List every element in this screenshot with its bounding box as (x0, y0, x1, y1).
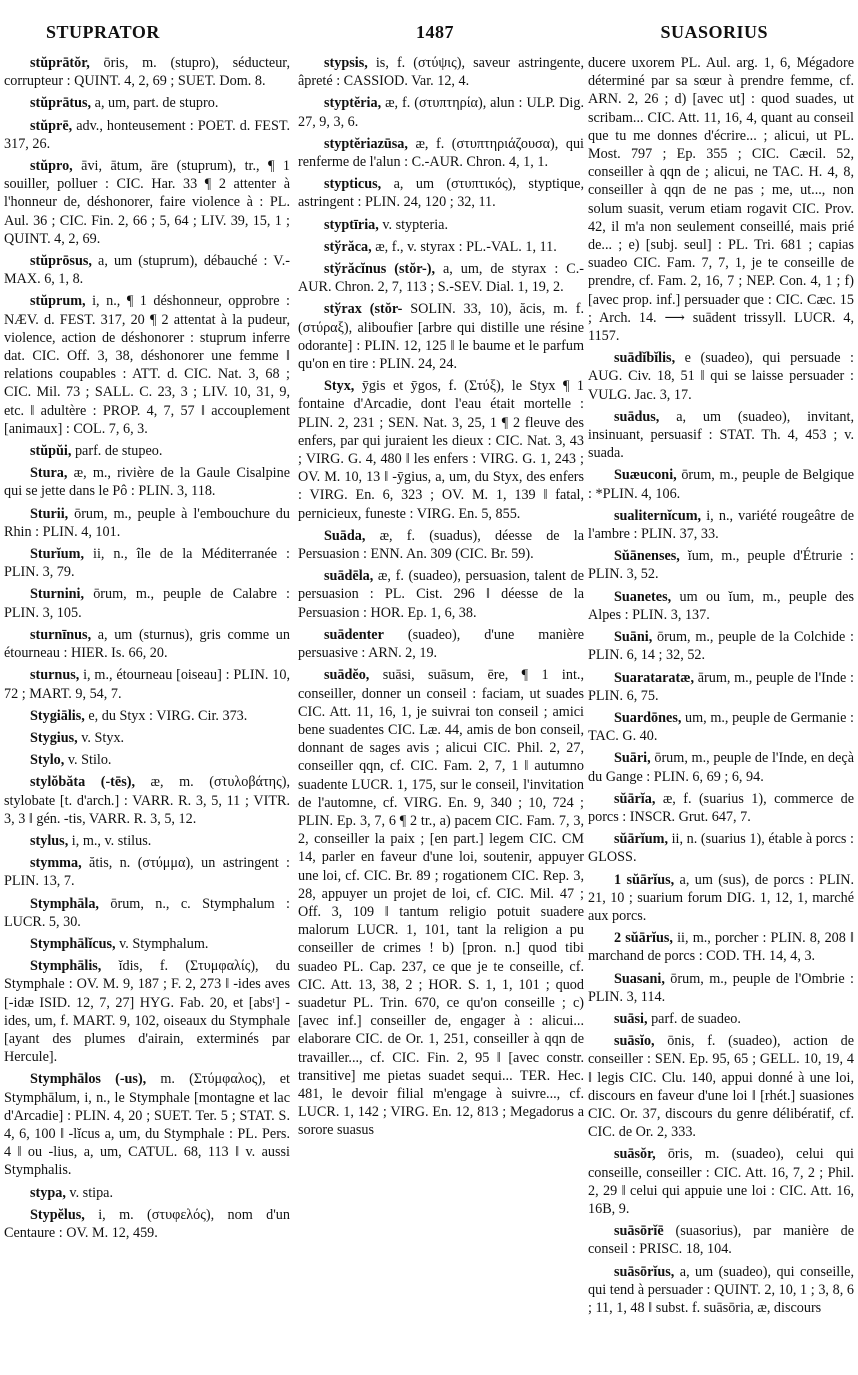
headword: Stymphālos (-us), (30, 1071, 147, 1088)
dictionary-entry (0, 895, 290, 931)
dictionary-entry (0, 252, 290, 288)
entry-text: um, m., peuple de Germanie : TAC. G. 40. (588, 709, 854, 745)
entry-text: i, m. (στυφελός), nom d'un Centaure : OV. M. 12, 459. (4, 1206, 290, 1241)
dictionary-entry (0, 832, 290, 850)
headword: Styx, (324, 378, 355, 395)
headword: Stylo, (30, 752, 65, 769)
entry-text: e, du Styx : VIRG. Cir. 373. (84, 707, 248, 724)
entry-text: æ, m., rivière de la Gaule Cisalpine qui se jette dans le Pô : PLIN. 3, 118. (4, 465, 290, 500)
page-number: 1487 (416, 22, 454, 42)
headword: stŭprātŏr, (30, 55, 90, 71)
running-head-left: STUPRATOR (46, 22, 160, 42)
entry-text: i, m., v. stilus. (68, 832, 152, 849)
dictionary-entry (294, 175, 584, 211)
headword: styptĕria, (324, 95, 382, 112)
dictionary-entry (0, 117, 290, 153)
headword: Stymphālĭcus, (30, 935, 116, 952)
dictionary-entry (294, 260, 584, 296)
dictionary-entry (0, 751, 290, 769)
dictionary-entry (584, 1263, 854, 1318)
headword: suāsĭo, (614, 1033, 655, 1050)
dictionary-entry (584, 1222, 854, 1258)
entry-text: ōrum, n., c. Stymphalum : LUCR. 5, 30. (4, 895, 290, 930)
headword: Suāda, (324, 527, 366, 544)
headword: sturnus, (30, 667, 80, 684)
headword: stŭprōsus, (30, 253, 92, 270)
headword: Stypĕlus, (30, 1206, 85, 1223)
headword: Stymphāla, (30, 895, 99, 912)
dictionary-entry (584, 1032, 854, 1141)
dictionary-entry (0, 54, 290, 90)
entry-text: SOLIN. 33, 10), ăcis, m. f. (στύραξ), aliboufier [arbre qui distille une résine odorante] : PLIN. 12, 125 ‖ le baume et le parfum qu'on en tire : PLIN. 24, 24. (298, 301, 584, 373)
dictionary-entry (584, 54, 854, 345)
entry-text: a, um (stuprum), débauché : V.-MAX. 6, 1, 8. (4, 253, 290, 288)
entry-text: ōrum, m., peuple à l'embouchure du Rhin : PLIN. 4, 101. (4, 505, 290, 540)
headword: stŭpŭi, (30, 443, 72, 460)
entry-text: (suadeo), d'une manière persuasive : ARN. 2, 19. (298, 626, 584, 662)
entry-text: ōrum, m., peuple de Belgique : *PLIN. 4, 106. (588, 467, 854, 502)
dictionary-entry (294, 94, 584, 130)
entry-text: ducere uxorem PL. Aul. arg. 1, 6, Mégadore déterminé par sa sœur à prendre femme, cf. ARN. 2, 26 ; d) [avec ut] : quod suades, ut scribam... CIC. Att. 11, 16, 4, quant au conseil que tu me donnes d'écrire... ; alicui, ut PL. Most. 797 ; Ep. 355 ; CIC. Cæcil. 52, conseiller à qqn de ; alicui, ne TAC. H. 4, 8, conseiller à qqn de ne pas ; me, ut..., non solum suasit, verum etiam rogavit CIC. Prov. 42, il m'a non seulement conseillé, mais prié de... ; e) [subj. seul] : PL. Tri. 681 ; capias suadeo CIC. Fam. 7, 7, 1, je te conseille de prendre, cf. Fam. 2, 16, 7 ; NEP. Con. 4, 1 ; f) [avec prop. inf.] persuader que : CIC. Cæc. 15 ; Arch. 14. ⟶ suādent trissyll. LUCR. 4, 1157. (588, 55, 854, 345)
entry-text: ii, n. (suarius 1), étable à porcs : GLOSS. (588, 831, 854, 866)
dictionary-entry (0, 707, 290, 725)
headword: Suāni, (614, 629, 653, 646)
headword: Stygius, (30, 729, 78, 746)
entry-text: e (suadeo), qui persuade : AUG. Civ. 18, 51 ‖ qui se laisse persuader : VULG. Jac. 3, 17. (588, 350, 854, 403)
headword: stŭprātus, (30, 95, 92, 112)
headword: Sturnini, (30, 586, 85, 603)
dictionary-entry (0, 442, 290, 460)
entry-text: a, um (suadeo), qui conseille, qui tend à persuader : QUINT. 2, 10, 1 ; 3, 8, 6 ; 11, 1, 48 ‖ subst. f. suāsōria, æ, discours (588, 1263, 854, 1316)
headword: Sturii, (30, 505, 69, 522)
entry-text: ōris, m. (stupro), séducteur, corrupteur : QUINT. 4, 2, 69 ; SUET. Dom. 8. (4, 55, 290, 90)
dictionary-entry (0, 1070, 290, 1179)
dictionary-entry (0, 1184, 290, 1202)
entry-text: a, um (στυπτικός), styptique, astringent : PLIN. 24, 120 ; 32, 11. (298, 176, 584, 211)
headword: stypticus, (324, 176, 382, 193)
dictionary-entry (584, 547, 854, 583)
entry-text: ōris, m. (suadeo), celui qui conseille, conseiller : CIC. Att. 16, 7, 2 ; Phil. 2, 29 ‖ celui qui appuie une loi : CIC. Att. 16, 16B, 9. (588, 1146, 854, 1217)
dictionary-entry (584, 709, 854, 745)
entry-text: v. Styx. (77, 729, 125, 746)
headword: suāsi, (614, 1010, 648, 1027)
entry-text: ōrum, m., peuple de Calabre : PLIN. 3, 105. (4, 586, 290, 621)
dictionary-entry (584, 1010, 854, 1028)
headword: stŭprum, (30, 293, 86, 310)
dictionary-entry (294, 666, 584, 1139)
column-left (0, 54, 290, 1366)
dictionary-entry (294, 377, 584, 523)
headword: Stygiālis, (30, 707, 85, 724)
entry-text: āvi, ātum, āre (stuprum), tr., ¶ 1 souiller, polluer : CIC. Har. 33 ¶ 2 attenter à l'honneur de, déshonorer, faire violence à : PL. Aul. 36 ; CIC. Fin. 2, 66 ; 5, 64 ; LIV. 39, 15, 1 ; QUINT. 4, 2, 69. (4, 158, 290, 247)
entry-text: ōrum, m., peuple de l'Inde, en deçà du Gange : PLIN. 6, 69 ; 6, 94. (588, 750, 854, 785)
entry-text: v. Stilo. (64, 752, 112, 769)
dictionary-entry (294, 527, 584, 563)
dictionary-entry (0, 157, 290, 248)
dictionary-entry (294, 567, 584, 622)
dictionary-entry (0, 773, 290, 828)
dictionary-entry (584, 830, 854, 866)
entry-text: æ, m. (στυλοβάτης), stylobate [t. d'arch.] : VARR. R. 3, 5, 11 ; VITR. 3, 3 ‖ gén. -tis, VARR. R. 3, 5, 12. (4, 774, 290, 827)
entry-text: (suasorius), par manière de conseil : PRISC. 18, 104. (588, 1223, 854, 1258)
entry-text: adv., honteusement : POET. d. FEST. 317, 26. (4, 117, 290, 152)
entry-text: a, um, part. de stupro. (91, 95, 219, 112)
entry-text: ōnis, f. (suadeo), action de conseiller : SEN. Ep. 95, 65 ; GELL. 10, 19, 4 ‖ legis CIC. Clu. 140, appui donné à une loi, discours en faveur d'une loi ‖ [rhét.] suasiones CIC. Or. 37, discours du genre délibératif, cf. CIC. de Or. 2, 333. (588, 1033, 854, 1141)
headword: sualiternĭcum, (614, 507, 702, 524)
headword: stўrax (stŏr- (324, 301, 403, 318)
headword: stypa, (30, 1184, 66, 1201)
entry-text: a, um (sturnus), gris comme un étourneau : HIER. Is. 66, 20. (4, 626, 290, 662)
headword: stŭpro, (30, 158, 73, 175)
headword: stўrăca, (324, 238, 372, 255)
dictionary-entry (584, 871, 854, 926)
headword: Suasani, (614, 970, 665, 987)
dictionary-entry (0, 545, 290, 581)
headword: Suanetes, (614, 588, 672, 605)
entry-text: a, um (sus), de porcs : PLIN. 21, 10 ; suarium forum DIG. 1, 12, 1, marché aux porcs. (588, 871, 854, 924)
dictionary-entry (0, 854, 290, 890)
entry-text: i, n., variété rougeâtre de l'ambre : PLIN. 37, 33. (588, 507, 854, 543)
dictionary-entry (0, 505, 290, 541)
dictionary-entry (0, 94, 290, 112)
headword: stylŏbăta (-tēs), (30, 774, 135, 791)
entry-text: v. stipa. (65, 1184, 114, 1201)
dictionary-entry (584, 1145, 854, 1218)
entry-text: ii, n., île de la Méditerranée : PLIN. 3, 79. (4, 546, 290, 581)
headword: suāsōrĭē (614, 1223, 664, 1240)
headword: suāsōrĭus, (614, 1263, 675, 1280)
headword: suāsŏr, (614, 1146, 656, 1163)
entry-text: v. Stymphalum. (115, 935, 209, 952)
headword: Suarataratæ, (614, 669, 694, 686)
entry-text: ōrum, m., peuple de la Colchide : PLIN. 6, 14 ; 32, 52. (588, 629, 854, 664)
headword: sŭārĭum, (614, 831, 668, 848)
dictionary-entry (0, 626, 290, 662)
headword: stylus, (30, 832, 69, 849)
dictionary-entry (294, 300, 584, 373)
headword: suādenter (324, 626, 384, 643)
entry-text: parf. de stupeo. (71, 443, 163, 460)
entry-text: suāsi, suāsum, ēre, ¶ 1 int., conseiller, donner un conseil : faciam, ut suades CIC. Att. 11, 16, 1, je suivrai ton conseil ; amici bene suadentes CIC. Læ. 44, amis de bon conseil, donnant de sages avis ; alicui CIC. Phil. 2, 27, conseiller qqn, cf. CIC. Fam. 2, 7, 1 ‖ autumno suadente LUCR. 1, 175, sur le conseil, l'invitation de l'automne, cf. VIRG. En. 9, 340 ; 10, 724 ; PLIN. Ep. 3, 7, 6 ¶ 2 tr., a) pacem CIC. Fam. 7, 3, 2, conseiller la paix ; [en part.] legem CIC. CM 14, parler en faveur d'une loi, soutenir, appuyer une loi, cf. CIC. Br. 89 ; rogationem CIC. Rep. 3, 28, appuyer un projet de loi, cf. CIC. Mil. 47 ; Off. 3, 109 ‖ tantum religio potuit suadere malorum LUCR. 1, 101, tant la religion a pu conseiller de crimes ! b) [pron. n.] quod tibi suadeo PL. Cap. 237, ce que je te conseille, cf. CIC. Att. 13, 38, 2 ; HOR. S. 1, 1, 101 ; quod suadetur PL. Trin. 670, ce qu'on conseille ; c) [avec inf.] conseiller de, engager à : alicui... elaborare CIC. de Or. 1, 251, conseiller à qqn de travailler..., cf. CIC. Fin. 2, 95 ‖ [avec constr. transitive] me pietas suadet sequi... TER. Hec. 481, le devoir filial m'engage à suivre..., cf. LUCR. 1, 142 ; VIRG. En. 12, 813 ; Megadorus a sorore suasus (298, 667, 584, 1139)
entry-text: m. (Στύμφαλος), et Stymphālum, i, n., le Stymphale [montagne et lac d'Arcadie] : PLIN. 4, 20 ; SUET. Ter. 5 ; STAT. S. 4, 6, 100 ‖ -lĭcus a, um, du Stymphale : PL. Pers. 4 ‖ ou -lius, a, um, CATUL. 68, 113 ‖ v. aussi Stymphalis. (4, 1071, 290, 1179)
column-right (584, 54, 854, 1366)
headword: sturnīnus, (30, 626, 92, 643)
dictionary-entry (0, 464, 290, 500)
headword: stymma, (30, 855, 82, 872)
dictionary-entry (294, 626, 584, 662)
entry-text: a, um (suadeo), invitant, insinuant, persuasif : STAT. Th. 4, 453 ; v. suada. (588, 408, 854, 462)
column-middle (294, 54, 584, 1366)
entry-text: æ, f. (suadeo), persuasion, talent de persuasion : PL. Cist. 296 ‖ déesse de la Persuasion : HOR. Ep. 1, 6, 38. (298, 568, 584, 621)
dictionary-entry (0, 666, 290, 702)
dictionary-entry (584, 408, 854, 463)
entry-text: ōrum, m., peuple de l'Ombrie : PLIN. 3, 114. (588, 970, 854, 1005)
headword: sŭārĭa, (614, 790, 656, 807)
entry-text: æ, f. (suarius 1), commerce de porcs : INSCR. Grut. 647, 7. (588, 790, 854, 825)
dictionary-entry (0, 957, 290, 1066)
dictionary-entry (294, 54, 584, 90)
dictionary-entry (584, 669, 854, 705)
headword: 2 sŭārĭus, (614, 930, 673, 947)
headword: Stura, (30, 465, 68, 482)
entry-text: æ, f. (στυπτηρία), alun : ULP. Dig. 27, 9, 3, 6. (298, 95, 584, 130)
headword: styptĕriazūsa, (324, 135, 408, 152)
running-head-right: SUASORIUS (660, 22, 768, 42)
headword: styptīria, (324, 216, 379, 233)
dictionary-entry (584, 349, 854, 404)
dictionary-entry (584, 970, 854, 1006)
headword: Suāri, (614, 750, 651, 767)
entry-text: ii, m., porcher : PLIN. 8, 208 ‖ marchand de porcs : COD. TH. 14, 4, 3. (588, 930, 854, 965)
headword: Sturĭum, (30, 546, 84, 563)
entry-text: ătis, n. (στύμμα), un astringent : PLIN. 13, 7. (4, 855, 290, 890)
headword: suādĕo, (324, 667, 370, 684)
dictionary-entry (584, 466, 854, 502)
entry-text: is, f. (στύψις), saveur astringente, âpreté : CASSIOD. Var. 12, 4. (298, 55, 584, 90)
dictionary-entry (0, 292, 290, 438)
entry-text: i, m., étourneau [oiseau] : PLIN. 10, 72 ; MART. 9, 54, 7. (4, 667, 290, 702)
dictionary-entry (0, 935, 290, 953)
dictionary-entry (0, 1206, 290, 1242)
dictionary-entry (584, 790, 854, 826)
entry-text: v. stypteria. (378, 216, 448, 233)
headword: suādus, (614, 408, 660, 425)
entry-text: æ, f. (suadus), déesse de la Persuasion : ENN. An. 309 (CIC. Br. 59). (298, 527, 584, 563)
headword: Suæuconi, (614, 467, 677, 484)
entry-text: parf. de suadeo. (647, 1010, 741, 1027)
headword: Stymphālis, (30, 958, 102, 975)
dictionary-entry (294, 216, 584, 234)
dictionary-entry (294, 135, 584, 171)
dictionary-entry (0, 729, 290, 747)
entry-text: a, um, de styrax : C.-AUR. Chron. 2, 7, 113 ; S.-SEV. Dial. 1, 19, 2. (298, 261, 584, 296)
dictionary-entry (584, 628, 854, 664)
entry-text: ĭdis, f. (Στυμφαλίς), du Stymphale : OV. M. 9, 187 ; F. 2, 273 ‖ -ides aves [-idæ ISID. 12, 7, 27] HYG. Fab. 20, et [absᵗ] -ides, um, f. MART. 9, 102, oiseaux du Stymphale [ayant des plumes d'airain, exterminés par Hercule]. (4, 958, 290, 1066)
entry-text: ĭum, m., peuple d'Étrurie : PLIN. 3, 52. (588, 548, 854, 583)
headword: Suardōnes, (614, 709, 682, 726)
entry-text: æ, f., v. styrax : PL.-VAL. 1, 11. (371, 238, 557, 255)
headword: stŭprē, (30, 117, 73, 134)
entry-text: æ, f. (στυπτηριάζουσα), qui renferme de l'alun : C.-AUR. Chron. 4, 1, 1. (298, 135, 584, 171)
dictionary-entry (584, 929, 854, 965)
dictionary-entry (0, 585, 290, 621)
headword: suādĭbĭlis, (614, 350, 676, 367)
dictionary-entry (294, 238, 584, 256)
headword: 1 sŭārĭus, (614, 871, 675, 888)
dictionary-entry (584, 588, 854, 624)
dictionary-entry (584, 749, 854, 785)
headword: Sŭānenses, (614, 548, 680, 565)
headword: stўrăcĭnus (stŏr-), (324, 261, 436, 278)
headword: stypsis, (324, 55, 368, 71)
entry-text: ārum, m., peuple de l'Inde : PLIN. 6, 75. (588, 669, 854, 704)
headword: suādēla, (324, 568, 374, 585)
entry-text: i, n., ¶ 1 déshonneur, opprobre : NÆV. d. FEST. 317, 20 ¶ 2 attentat à la pudeur, violence, action de déshonorer : stuprum inferre dat. CIC. Off. 3, 38, déshonorer une femme ‖ relations coupables : ATT. d. CIC. Nat. 3, 68 ; CIC. Mil. 73 ; SALL. C. 23, 3 ; LIV. 10, 31, 9, etc. ‖ adultère : PROP. 4, 7, 57 ‖ accouplement [animaux] : COL. 7, 6, 3. (4, 293, 290, 437)
dictionary-entry (584, 507, 854, 543)
entry-text: ȳgis et ȳgos, f. (Στύξ), le Styx ¶ 1 fontaine d'Arcadie, dont l'eau était mortelle : PLIN. 2, 231 ; SEN. Nat. 3, 25, 1 ¶ 2 fleuve des enfers, par qui juraient les dieux : CIC. Nat. 3, 43 ; VIRG. G. 4, 480 ‖ les enfers : VIRG. G. 1, 243 ; OV. M. 10, 13 ‖ -ȳgius, a, um, du Styx, des enfers : VIRG. En. 6, 323 ; OV. M. 1, 139 ‖ fatal, pernicieux, funeste : VIRG. En. 5, 855. (298, 378, 584, 522)
entry-text: um ou ĭum, m., peuple des Alpes : PLIN. 3, 137. (588, 588, 854, 623)
